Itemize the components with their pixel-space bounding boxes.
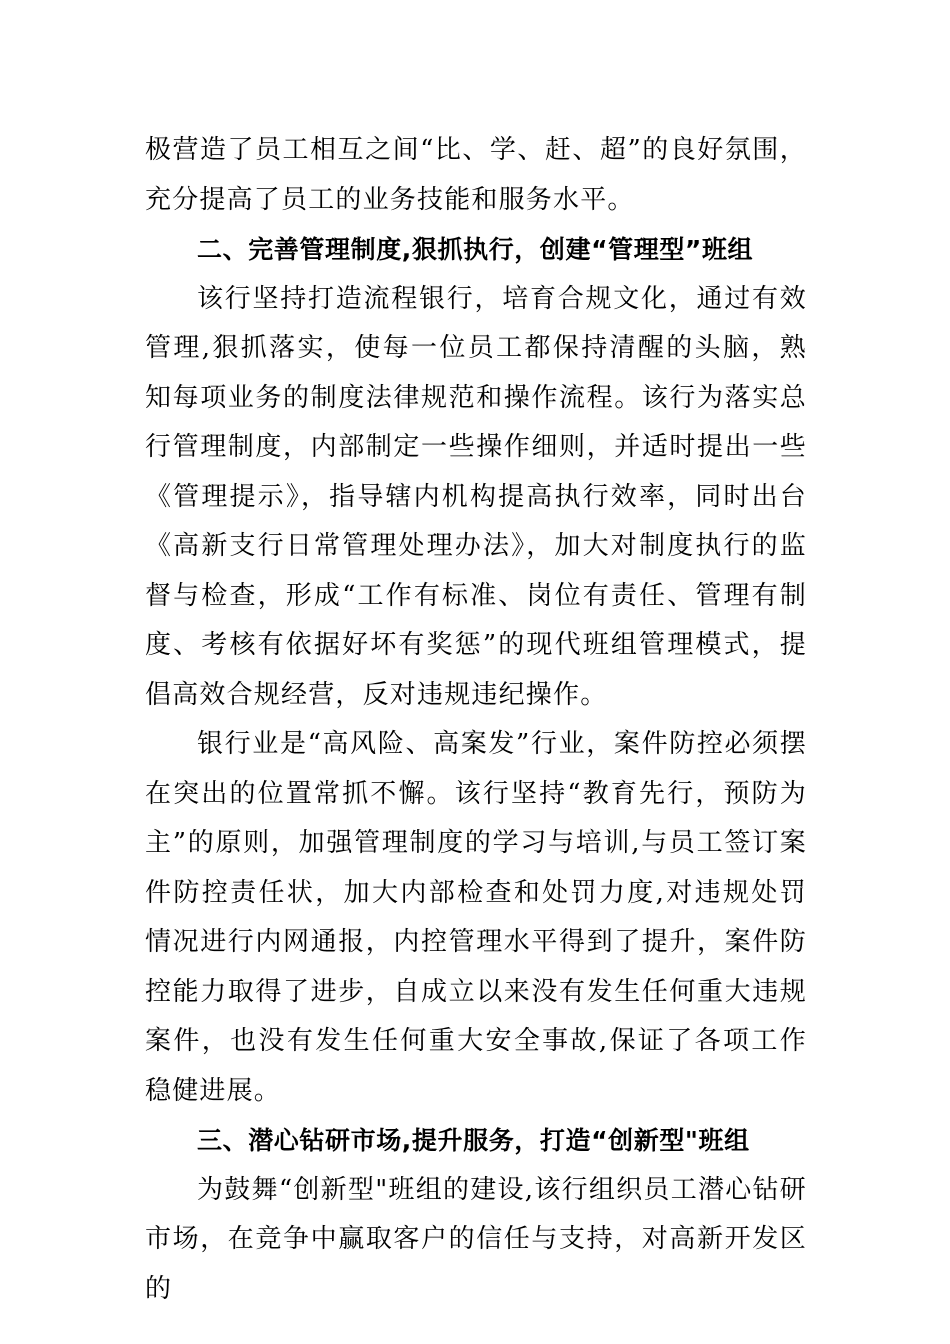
paragraph-management-system: 该行坚持打造流程银行，培育合规文化，通过有效管理,狠抓落实，使每一位员工都保持清醒的头脑，熟知每项业务的制度法律规范和操作流程。该行为落实总行管理制度，内部制定一些操作细则，并适时提出一些《管理提示》，指导辖内机构提高执行效率，同时出台《高新支行日常管理处理办法》，加大对制度执行的监督与检查，形成“工作有标准、岗位有责任、管理有制度、考核有依据好坏有奖惩”的现代班组管理模式，提倡高效合规经营，反对违规违纪操作。	[145, 283, 807, 710]
document-body	[145, 126, 807, 1314]
paragraph-innovation: 为鼓舞“创新型"班组的建设,该行组织员工潜心钻研市场，在竞争中赢取客户的信任与支持，对高新开发区的	[145, 1174, 807, 1304]
paragraph-case-prevention: 银行业是“高风险、高案发”行业，案件防控必须摆在突出的位置常抓不懈。该行坚持“教育先行，预防为主”的原则，加强管理制度的学习与培训,与员工签订案件防控责任状，加大内部检查和处罚力度,对违规处罚情况进行内网通报，内控管理水平得到了提升，案件防控能力取得了进步，自成立以来没有发生任何重大违规案件，也没有发生任何重大安全事故,保证了各项工作稳健进展。	[145, 729, 807, 1106]
paragraph-continuation: 极营造了员工相互之间“比、学、赶、超”的良好氛围，充分提高了员工的业务技能和服务水平。	[145, 135, 807, 215]
section-heading-3: 三、潜心钻研市场,提升服务，打造“创新型"班组	[197, 1126, 750, 1155]
section-heading-2: 二、完善管理制度,狠抓执行，创建“管理型”班组	[197, 235, 754, 264]
